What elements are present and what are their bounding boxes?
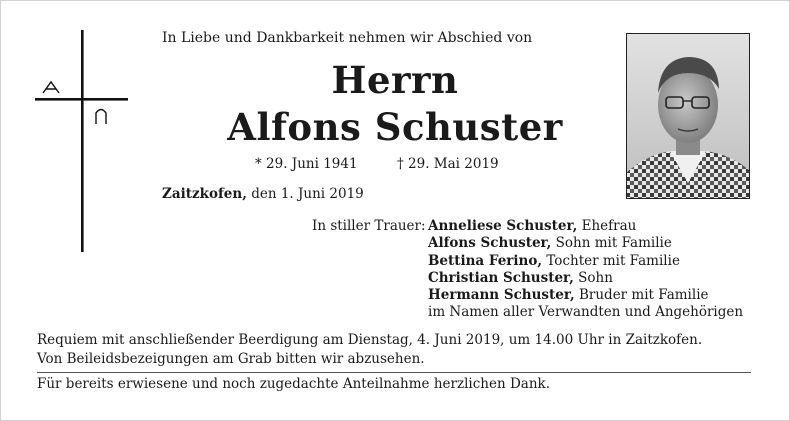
death-date: † 29. Mai 2019 — [397, 156, 499, 172]
mourner-relation: Ehefrau — [577, 218, 637, 234]
mourner-relation: Tochter mit Familie — [542, 252, 680, 269]
divider-line — [37, 372, 751, 373]
relatives-line: im Namen aller Verwandten und Angehörigen — [428, 304, 744, 321]
requiem-text: Requiem mit anschließender Beerdigung am Dienstag, 4. Juni 2019, um 14.00 Uhr in Zaitzkofen. — [37, 332, 703, 348]
portrait-photo — [626, 33, 750, 199]
mourner-name: Bettina Ferino, — [428, 252, 543, 269]
mourner-name: Anneliese Schuster, — [428, 218, 578, 234]
mourner-entry — [428, 253, 743, 270]
place-date — [162, 186, 364, 202]
deceased-name: Alfons Schuster — [227, 105, 563, 149]
place-date-text: den 1. Juni 2019 — [246, 186, 364, 202]
mourner-name: Alfons Schuster, — [428, 235, 552, 252]
mourner-entry — [428, 235, 743, 252]
intro-text: In Liebe und Dankbarkeit nehmen wir Abschied von — [162, 30, 533, 46]
mourner-entry — [428, 270, 743, 287]
title-honorific: Herrn — [331, 58, 459, 102]
mourner-entry — [428, 287, 743, 304]
birth-date: * 29. Juni 1941 — [255, 156, 358, 172]
mourner-entry — [428, 218, 743, 235]
place-name: Zaitzkofen, — [162, 186, 247, 202]
mourner-name: Hermann Schuster, — [428, 287, 575, 304]
mourner-relation: Sohn mit Familie — [551, 235, 672, 252]
mourners-label: In stiller Trauer: — [312, 218, 426, 234]
mourner-relation: Bruder mit Familie — [574, 287, 709, 304]
mourner-relation: Sohn — [573, 269, 613, 286]
mourners-list — [428, 218, 743, 322]
condolence-note: Von Beileidsbezeigungen am Grab bitten wir abzusehen. — [37, 351, 425, 367]
thanks-text: Für bereits erwiesene und noch zugedachte Anteilnahme herzlichen Dank. — [37, 376, 550, 392]
mourner-name: Christian Schuster, — [428, 269, 574, 286]
